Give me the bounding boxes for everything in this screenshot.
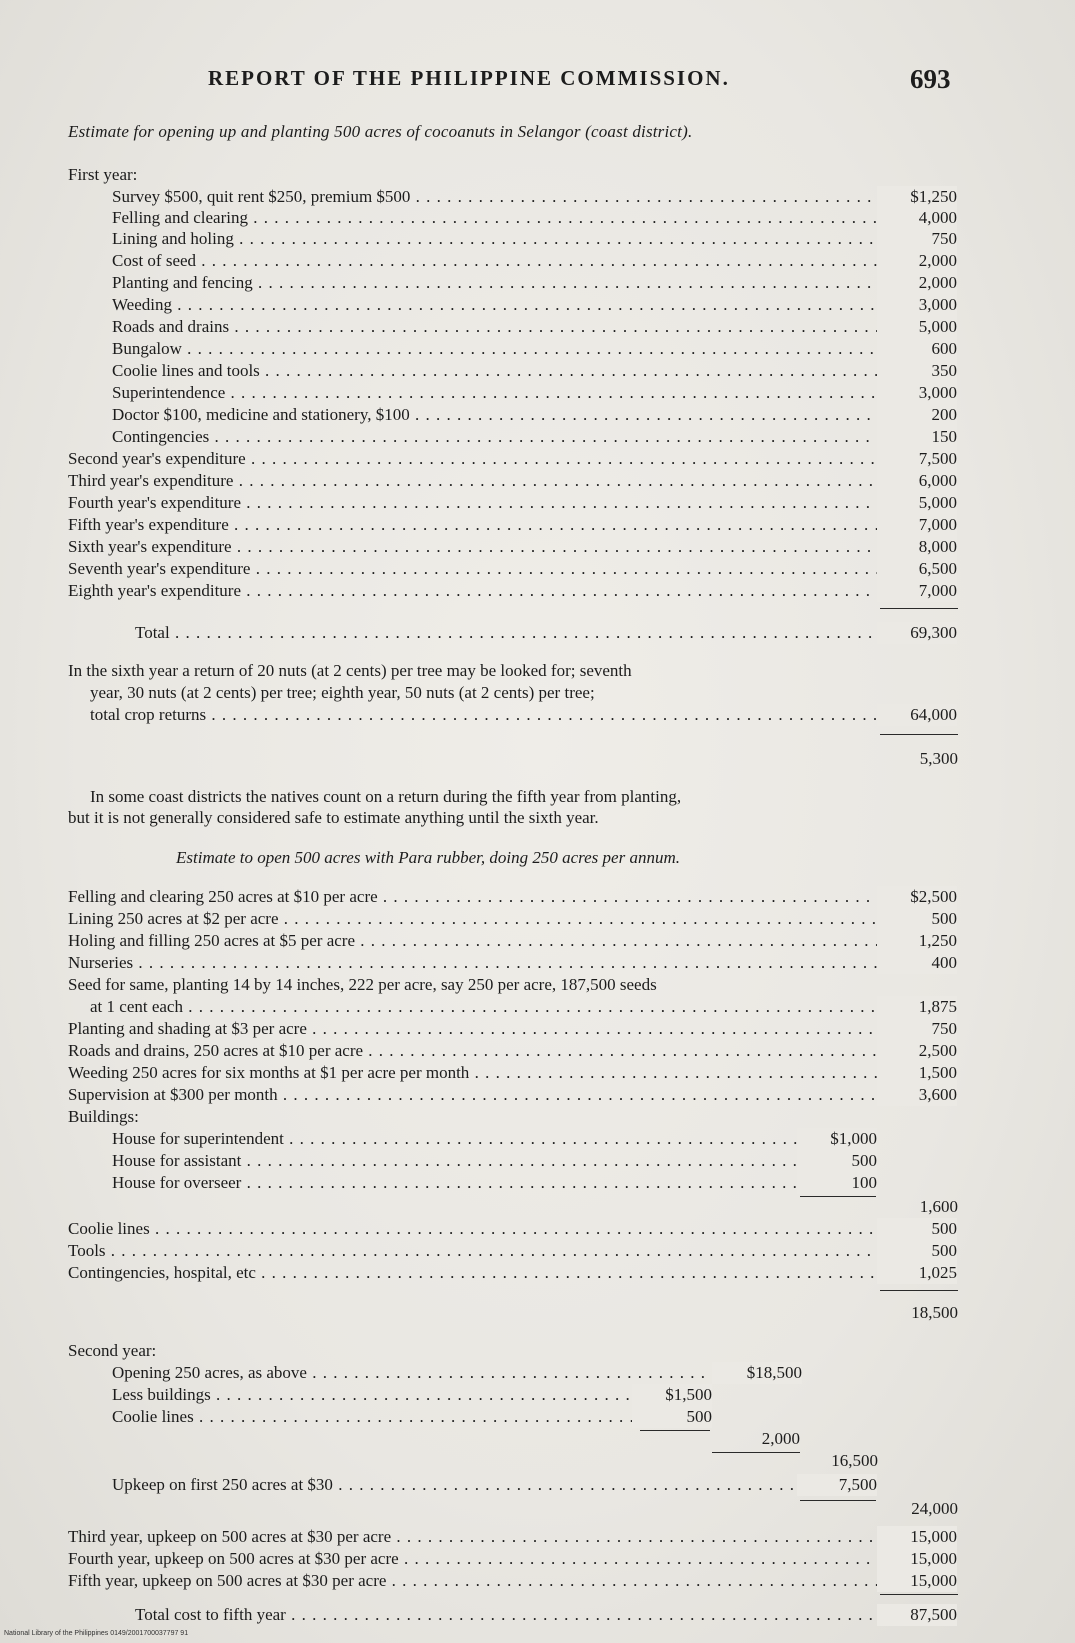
returns-total-row: total crop returns . . . 64,000 [90, 704, 957, 726]
sum-rule [800, 1196, 876, 1197]
list-item: Fourth year, upkeep on 500 acres at $30 per acre . . . 15,000 [68, 1548, 957, 1570]
list-item: Eighth year's expenditure . . . 7,000 [68, 580, 957, 602]
list-item: Coolie lines . . . 500 [68, 1218, 957, 1240]
list-item: Weeding . . . 3,000 [112, 294, 957, 316]
list-item: House for assistant . . . 500 [112, 1150, 877, 1172]
list-item: Holing and filling 250 acres at $5 per acre . . . 1,250 [68, 930, 957, 952]
list-item: Nurseries . . . 400 [68, 952, 957, 974]
list-item: Contingencies, hospital, etc . . . 1,025 [68, 1262, 957, 1284]
returns-line-1: In the sixth year a return of 20 nuts (at 2 cents) per tree may be looked for; seventh [68, 661, 632, 680]
sum-rule [640, 1430, 710, 1431]
second-year-label: Second year: [68, 1341, 157, 1360]
coconut-heading: Estimate for opening up and planting 500 acres of cocoanuts in Selangor (coast district). [68, 122, 693, 141]
list-item: Supervision at $300 per month . . . 3,600 [68, 1084, 957, 1106]
opening-row: Opening 250 acres, as above . . . $18,500 [112, 1362, 802, 1384]
first-year-label: First year: [68, 165, 138, 184]
list-item: Weeding 250 acres for six months at $1 per acre per month . . . 1,500 [68, 1062, 957, 1084]
buildings-total: 1,600 [919, 1197, 958, 1216]
upkeep-row: Upkeep on first 250 acres at $30 . . . 7,500 [112, 1474, 877, 1496]
list-item: Fifth year, upkeep on 500 acres at $30 per acre . . . 15,000 [68, 1570, 957, 1592]
coolie-lines-row: Coolie lines . . . 500 [112, 1406, 712, 1428]
list-item: Coolie lines and tools . . . 350 [112, 360, 957, 382]
list-item: Bungalow . . . 600 [112, 338, 957, 360]
list-item: Cost of seed . . . 2,000 [112, 250, 957, 272]
seed-line-1: Seed for same, planting 14 by 14 inches, 222 per acre, say 250 per acre, 187,500 seeds [68, 975, 657, 994]
list-item: Tools . . . 500 [68, 1240, 957, 1262]
sum-rule [880, 608, 958, 609]
less-subtotal: 2,000 [761, 1429, 800, 1448]
sum-rule [880, 1290, 958, 1291]
list-item: Felling and clearing . . . 4,000 [112, 207, 957, 229]
list-item: House for superintendent . . . $1,000 [112, 1128, 877, 1150]
rubber-heading: Estimate to open 500 acres with Para rubber, doing 250 acres per annum. [176, 848, 680, 867]
list-item: Fifth year's expenditure . . . 7,000 [68, 514, 957, 536]
sum-rule [712, 1452, 800, 1453]
returns-line-2: year, 30 nuts (at 2 cents) per tree; eighth year, 50 nuts (at 2 cents) per tree; [90, 683, 595, 702]
net-opening: 16,500 [831, 1451, 878, 1470]
second-total: 24,000 [911, 1499, 958, 1518]
list-item: House for overseer . . . 100 [112, 1172, 877, 1194]
list-item: Planting and shading at $3 per acre . . . 750 [68, 1018, 957, 1040]
list-item: Roads and drains, 250 acres at $10 per acre . . . 2,500 [68, 1040, 957, 1062]
list-item: Felling and clearing 250 acres at $10 per acre . . . $2,500 [68, 886, 957, 908]
coconut-total-row: Total . . . 69,300 [135, 622, 957, 644]
sum-rule [800, 1500, 876, 1501]
list-item: Second year's expenditure . . . 7,500 [68, 448, 957, 470]
coconut-note-line-1: In some coast districts the natives count on a return during the fifth year from planting, [90, 787, 682, 806]
sum-rule [880, 1594, 958, 1595]
buildings-label: Buildings: [68, 1107, 139, 1126]
coconut-balance: 5,300 [919, 749, 958, 768]
list-item: Third year, upkeep on 500 acres at $30 per acre . . . 15,000 [68, 1526, 957, 1548]
coconut-note-line-2: but it is not generally considered safe to estimate anything until the sixth year. [68, 808, 599, 827]
less-buildings-row: Less buildings . . . $1,500 [112, 1384, 712, 1406]
list-item: Survey $500, quit rent $250, premium $500 . . . $1,250 [112, 186, 957, 208]
list-item: Doctor $100, medicine and stationery, $100 . . . 200 [112, 404, 957, 426]
list-item: Roads and drains . . . 5,000 [112, 316, 957, 338]
list-item: Contingencies . . . 150 [112, 426, 957, 448]
sum-rule [880, 734, 958, 735]
scan-credit: National Library of the Philippines 0149/2001700037797 91 [4, 1630, 189, 1637]
list-item: Lining and holing . . . 750 [112, 228, 957, 250]
page-number: 693 [910, 64, 951, 94]
list-item: Lining 250 acres at $2 per acre . . . 500 [68, 908, 957, 930]
list-item: Seventh year's expenditure . . . 6,500 [68, 558, 957, 580]
rubber-first-total: 18,500 [911, 1303, 958, 1322]
list-item: Fourth year's expenditure . . . 5,000 [68, 492, 957, 514]
running-header: REPORT OF THE PHILIPPINE COMMISSION. [208, 66, 730, 90]
list-item: Third year's expenditure . . . 6,000 [68, 470, 957, 492]
list-item: Superintendence . . . 3,000 [112, 382, 957, 404]
list-item: Planting and fencing . . . 2,000 [112, 272, 957, 294]
grand-total-row: Total cost to fifth year . . . 87,500 [135, 1604, 957, 1626]
list-item: Sixth year's expenditure . . . 8,000 [68, 536, 957, 558]
seed-row: at 1 cent each . . . 1,875 [90, 996, 957, 1018]
